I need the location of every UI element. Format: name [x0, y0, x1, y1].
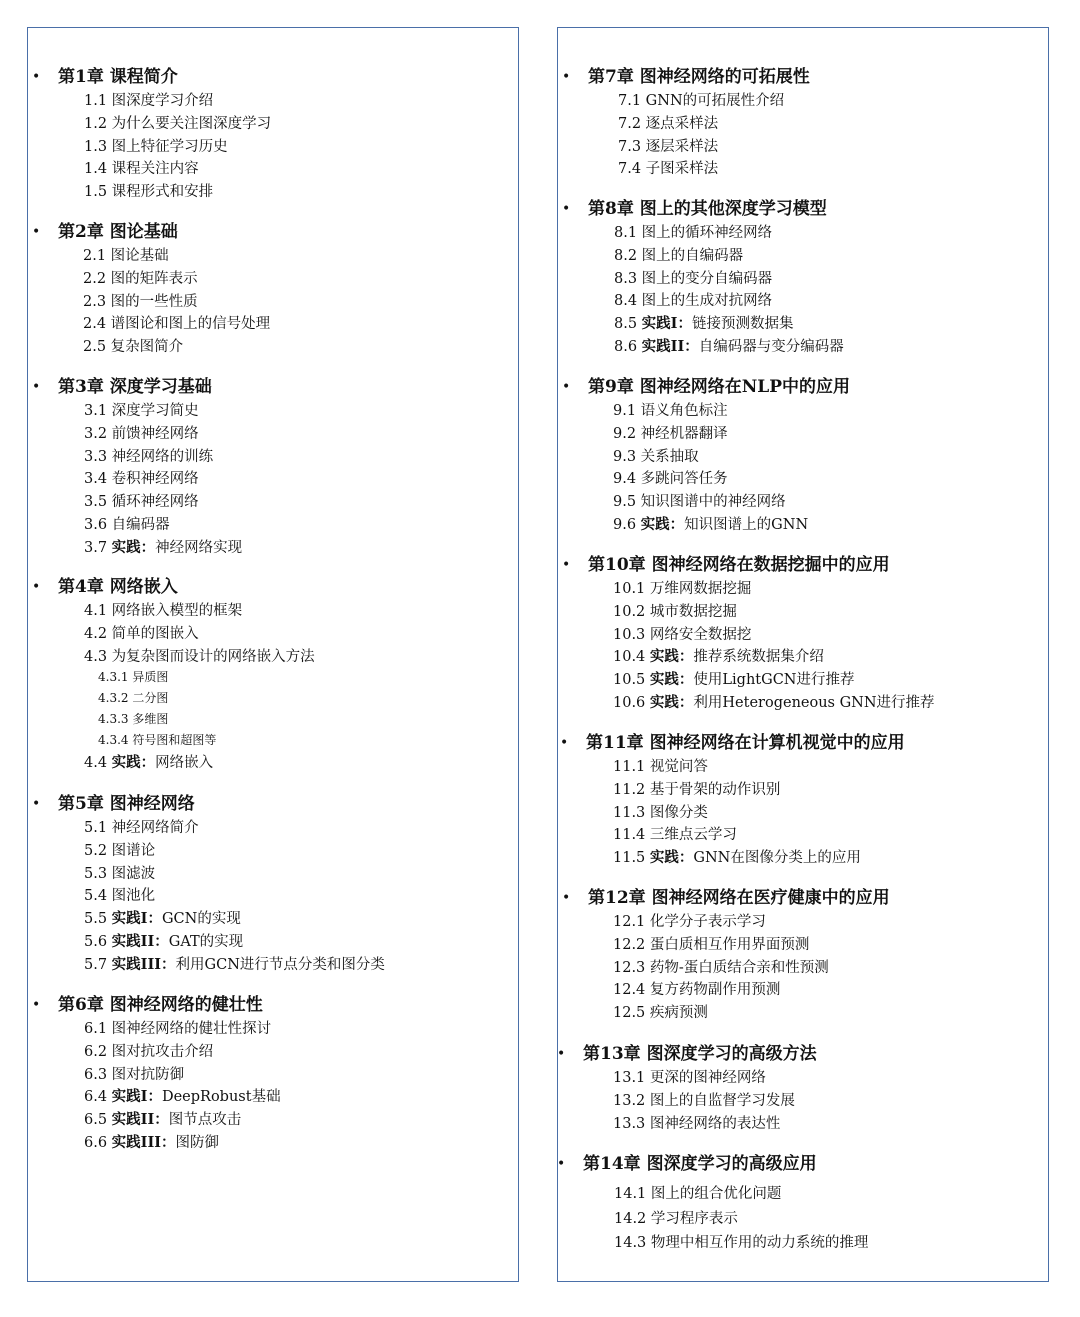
section-number: 8.2 — [614, 247, 642, 264]
toc-item-6-4 — [84, 1087, 281, 1107]
section-title: 谱图论和图上的信号处理 — [110, 316, 271, 333]
toc-item-7-2 — [618, 114, 718, 134]
section-number: 11.1 — [613, 759, 650, 775]
section-title: 图上的自编码器 — [641, 247, 744, 264]
section-number: 4.3.4 — [98, 732, 133, 747]
section-title: 万维网数据挖掘 — [649, 581, 752, 597]
section-title: GNN的可拓展性介绍 — [645, 93, 785, 109]
bullet-icon: • — [32, 796, 41, 812]
section-number: 3.4 — [84, 471, 112, 488]
toc-item-9-1 — [613, 401, 728, 421]
bullet-icon: • — [32, 69, 41, 85]
section-title: 卷积神经网络 — [111, 471, 199, 488]
practice-label: 实践III： — [111, 1134, 176, 1151]
section-number: 8.5 — [614, 316, 642, 333]
toc-item-2-5 — [83, 337, 183, 357]
section-title: 图神经网络的健壮性探讨 — [111, 1021, 272, 1037]
section-title: 为复杂图而设计的网络嵌入方法 — [111, 648, 315, 665]
section-number: 1.2 — [84, 115, 112, 132]
chapter-title — [32, 576, 178, 598]
toc-item-11-1 — [613, 757, 708, 777]
toc-item-7-4 — [618, 159, 718, 179]
section-number: 10.3 — [613, 626, 650, 643]
toc-item-3-2 — [84, 424, 199, 444]
section-title: 疾病预测 — [649, 1005, 708, 1022]
section-number: 12.3 — [613, 959, 650, 976]
bullet-icon: • — [557, 1046, 566, 1062]
toc-item-3-1 — [84, 401, 199, 421]
chapter-title-text: 第9章 图神经网络在NLP中的应用 — [588, 377, 851, 397]
toc-item-10-1 — [613, 579, 751, 599]
practice-label: 实践II： — [111, 1111, 169, 1129]
section-number: 11.3 — [613, 804, 650, 821]
chapter-title — [562, 887, 890, 909]
section-title: 图对抗防御 — [111, 1066, 185, 1083]
section-title: 神经网络的训练 — [111, 448, 214, 465]
toc-item-12-2 — [613, 935, 809, 955]
section-title: 图上的组合优化问题 — [650, 1186, 782, 1202]
practice-label: 实践： — [649, 694, 694, 711]
toc-item-3-6 — [84, 515, 170, 535]
toc-item-7-3 — [618, 137, 718, 157]
section-title: 图滤波 — [111, 865, 156, 882]
section-number: 7.2 — [618, 115, 646, 132]
section-number: 12.4 — [613, 982, 650, 999]
section-title: 神经机器翻译 — [640, 425, 728, 442]
chapter-title-text: 第4章 网络嵌入 — [58, 577, 178, 597]
section-number: 12.1 — [613, 914, 650, 930]
section-number: 6.3 — [84, 1066, 112, 1083]
section-number: 11.5 — [613, 850, 650, 867]
left-toc-panel — [27, 27, 519, 1282]
section-number: 6.1 — [84, 1021, 112, 1037]
section-number: 9.3 — [613, 448, 641, 465]
practice-label: 实践I： — [111, 910, 162, 928]
section-number: 3.3 — [84, 448, 112, 465]
toc-item-4-3 — [84, 647, 315, 667]
practice-label: 实践： — [111, 538, 156, 556]
section-number: 14.2 — [614, 1210, 651, 1227]
section-title: 符号图和超图等 — [132, 732, 217, 747]
toc-item-9-4 — [613, 469, 728, 489]
section-title: 基于骨架的动作识别 — [649, 781, 781, 798]
section-title: 自编码器与变分编码器 — [698, 339, 844, 355]
section-title: 视觉问答 — [649, 759, 708, 775]
section-number: 10.6 — [613, 695, 650, 711]
toc-item-5-7 — [84, 955, 385, 975]
bullet-icon: • — [560, 735, 569, 751]
section-number: 5.5 — [84, 911, 112, 928]
toc-item-6-6 — [84, 1133, 219, 1153]
section-number: 3.1 — [84, 403, 112, 419]
section-title: 网络嵌入模型的框架 — [111, 603, 243, 619]
toc-item-6-2 — [84, 1042, 213, 1062]
section-title: DeepRobust基础 — [161, 1089, 281, 1106]
section-number: 14.3 — [614, 1235, 651, 1251]
section-title: 图上的自监督学习发展 — [649, 1092, 795, 1109]
chapter-title — [32, 994, 263, 1016]
bullet-icon: • — [557, 1156, 566, 1172]
section-number: 11.2 — [613, 781, 650, 798]
toc-item-4-2 — [84, 624, 199, 644]
section-number: 13.1 — [613, 1070, 650, 1086]
toc-item-7-1 — [618, 91, 784, 111]
section-number: 1.4 — [84, 161, 112, 178]
section-title: 逐层采样法 — [645, 138, 719, 155]
toc-item-8-3 — [614, 269, 772, 289]
section-title: 图对抗攻击介绍 — [111, 1043, 214, 1060]
section-title: 简单的图嵌入 — [111, 625, 199, 642]
toc-item-11-5 — [613, 848, 861, 868]
chapter-title-text: 第6章 图神经网络的健壮性 — [58, 995, 263, 1015]
section-title: 推荐系统数据集介绍 — [693, 649, 824, 666]
section-number: 1.3 — [84, 138, 112, 155]
right-toc-panel — [557, 27, 1049, 1282]
section-title: 图上的循环神经网络 — [641, 225, 773, 241]
bullet-icon: • — [32, 579, 41, 595]
section-title: GAT的实现 — [168, 934, 244, 950]
toc-item-4-3-1 — [98, 669, 168, 685]
section-title: 图像分类 — [649, 804, 708, 821]
practice-label: 实践： — [649, 648, 694, 666]
toc-item-14-3 — [614, 1233, 868, 1253]
bullet-icon: • — [32, 379, 41, 395]
chapter-title-text: 第5章 图神经网络 — [58, 794, 195, 814]
section-title: 多维图 — [132, 712, 169, 726]
section-number: 10.5 — [613, 672, 650, 689]
toc-item-4-3-4 — [98, 732, 216, 748]
toc-item-8-6 — [614, 337, 844, 357]
toc-item-6-1 — [84, 1019, 271, 1039]
toc-item-9-5 — [613, 492, 786, 512]
section-number: 2.3 — [83, 293, 111, 310]
section-number: 9.2 — [613, 425, 641, 442]
toc-item-11-4 — [613, 825, 737, 845]
practice-label: 实践： — [111, 753, 156, 771]
bullet-icon: • — [562, 201, 571, 217]
toc-item-8-2 — [614, 246, 743, 266]
toc-item-9-2 — [613, 424, 728, 444]
toc-item-5-1 — [84, 818, 199, 838]
chapter-title-text: 第13章 图深度学习的高级方法 — [583, 1044, 817, 1064]
section-title: 子图采样法 — [645, 161, 719, 178]
section-title: 课程关注内容 — [111, 161, 199, 178]
toc-item-5-6 — [84, 932, 243, 952]
practice-label: 实践I： — [111, 1088, 162, 1106]
chapter-title — [562, 198, 827, 220]
practice-label: 实践II： — [641, 338, 699, 355]
chapter-title-text: 第11章 图神经网络在计算机视觉中的应用 — [586, 733, 905, 753]
section-number: 10.4 — [613, 649, 650, 666]
section-title: 复杂图简介 — [110, 339, 184, 356]
section-number: 11.4 — [613, 827, 650, 844]
section-number: 8.6 — [614, 339, 642, 355]
chapter-title-text: 第12章 图神经网络在医疗健康中的应用 — [588, 888, 890, 908]
section-title: 利用Heterogeneous GNN进行推荐 — [693, 695, 935, 711]
section-number: 10.1 — [613, 581, 650, 597]
section-title: 知识图谱上的GNN — [684, 517, 809, 533]
section-title: 语义角色标注 — [640, 403, 728, 419]
toc-item-12-5 — [613, 1003, 708, 1023]
section-title: 图防御 — [175, 1135, 220, 1151]
section-title: 化学分子表示学习 — [649, 914, 766, 930]
toc-item-13-1 — [613, 1068, 766, 1088]
bullet-icon: • — [562, 557, 571, 573]
toc-item-4-1 — [84, 601, 242, 621]
toc-item-3-4 — [84, 469, 199, 489]
toc-item-6-5 — [84, 1110, 241, 1130]
practice-label: 实践II： — [111, 933, 169, 950]
section-title: 图论基础 — [110, 248, 169, 264]
section-number: 5.2 — [84, 842, 112, 859]
toc-item-8-5 — [614, 314, 793, 334]
section-number: 6.4 — [84, 1089, 112, 1106]
bullet-icon: • — [32, 997, 41, 1013]
section-title: 图神经网络的表达性 — [649, 1115, 781, 1132]
section-number: 8.3 — [614, 270, 642, 287]
toc-item-13-2 — [613, 1091, 795, 1111]
section-number: 5.4 — [84, 888, 112, 905]
section-number: 3.7 — [84, 539, 112, 556]
chapter-title — [562, 66, 810, 88]
toc-item-12-1 — [613, 912, 766, 932]
chapter-title — [32, 66, 178, 88]
section-number: 5.3 — [84, 865, 112, 882]
section-number: 12.2 — [613, 936, 650, 953]
section-number: 7.1 — [618, 93, 646, 109]
chapter-title-text: 第10章 图神经网络在数据挖掘中的应用 — [588, 555, 890, 575]
section-number: 2.1 — [83, 248, 111, 264]
section-number: 2.2 — [83, 270, 111, 287]
section-title: 链接预测数据集 — [691, 316, 794, 333]
bullet-icon: • — [562, 379, 571, 395]
toc-item-2-2 — [83, 269, 198, 289]
toc-item-14-1 — [614, 1184, 781, 1204]
section-number: 9.4 — [613, 471, 641, 488]
section-number: 14.1 — [614, 1186, 651, 1202]
section-number: 2.5 — [83, 339, 111, 356]
toc-item-4-4 — [84, 753, 213, 773]
section-title: 三维点云学习 — [649, 827, 737, 844]
section-title: 图的矩阵表示 — [110, 270, 198, 287]
section-number: 5.6 — [84, 934, 112, 950]
section-title: 复方药物副作用预测 — [649, 982, 781, 999]
section-number: 12.5 — [613, 1005, 650, 1022]
section-number: 10.2 — [613, 603, 650, 620]
section-title: 多跳问答任务 — [640, 471, 728, 488]
section-number: 4.2 — [84, 625, 112, 642]
toc-item-10-2 — [613, 602, 737, 622]
section-number: 6.5 — [84, 1112, 112, 1129]
toc-item-5-4 — [84, 886, 155, 906]
section-title: 利用GCN进行节点分类和图分类 — [175, 956, 385, 973]
section-number: 8.4 — [614, 293, 642, 310]
toc-item-1-4 — [84, 159, 199, 179]
toc-item-1-2 — [84, 114, 271, 134]
toc-item-2-3 — [83, 292, 198, 312]
section-number: 4.1 — [84, 603, 112, 619]
section-number: 5.7 — [84, 956, 112, 973]
toc-item-3-5 — [84, 492, 199, 512]
toc-item-5-5 — [84, 909, 241, 929]
practice-label: 实践I： — [641, 315, 692, 333]
toc-item-3-7 — [84, 538, 242, 558]
chapter-title — [557, 1043, 817, 1065]
section-title: 关系抽取 — [640, 448, 699, 465]
section-number: 3.2 — [84, 425, 112, 442]
practice-label: 实践： — [649, 671, 694, 689]
chapter-title-text: 第7章 图神经网络的可拓展性 — [588, 67, 810, 87]
section-number: 13.2 — [613, 1092, 650, 1109]
section-title: 药物-蛋白质结合亲和性预测 — [649, 959, 829, 976]
section-number: 5.1 — [84, 820, 112, 836]
toc-item-4-3-2 — [98, 690, 168, 706]
toc-item-10-3 — [613, 625, 751, 645]
section-title: 更深的图神经网络 — [649, 1070, 766, 1086]
chapter-title — [562, 376, 851, 398]
section-title: 网络嵌入 — [155, 754, 214, 771]
section-title: 城市数据挖掘 — [649, 603, 737, 620]
toc-item-11-3 — [613, 803, 708, 823]
section-number: 6.6 — [84, 1135, 112, 1151]
section-title: 前馈神经网络 — [111, 425, 199, 442]
section-number: 2.4 — [83, 316, 111, 333]
toc-item-1-1 — [84, 91, 213, 111]
section-title: 图深度学习介绍 — [111, 93, 214, 109]
section-number: 9.6 — [613, 517, 641, 533]
toc-item-2-4 — [83, 314, 270, 334]
section-number: 6.2 — [84, 1043, 112, 1060]
chapter-title — [32, 221, 178, 243]
toc-item-11-2 — [613, 780, 780, 800]
toc-item-14-2 — [614, 1209, 738, 1229]
practice-label: 实践III： — [111, 955, 176, 973]
toc-item-10-5 — [613, 670, 855, 690]
toc-item-10-4 — [613, 647, 824, 667]
section-number: 8.1 — [614, 225, 642, 241]
section-title: 图上的变分自编码器 — [641, 270, 773, 287]
toc-item-9-6 — [613, 515, 808, 535]
practice-label: 实践： — [640, 516, 685, 533]
chapter-title-text: 第2章 图论基础 — [58, 222, 178, 242]
toc-item-5-3 — [84, 864, 155, 884]
section-title: 自编码器 — [111, 517, 170, 533]
section-title: 为什么要关注图深度学习 — [111, 115, 272, 132]
chapter-title — [560, 732, 905, 754]
section-title: 学习程序表示 — [650, 1210, 738, 1227]
toc-item-13-3 — [613, 1114, 780, 1134]
section-title: 使用LightGCN进行推荐 — [693, 672, 855, 689]
section-title: GNN在图像分类上的应用 — [693, 850, 861, 867]
section-title: 逐点采样法 — [645, 115, 719, 132]
section-number: 4.3 — [84, 648, 112, 665]
section-number: 4.4 — [84, 754, 112, 771]
section-title: 物理中相互作用的动力系统的推理 — [650, 1235, 869, 1251]
chapter-title-text: 第1章 课程简介 — [58, 67, 178, 87]
toc-item-3-3 — [84, 447, 213, 467]
section-number: 1.1 — [84, 93, 112, 109]
section-number: 9.1 — [613, 403, 641, 419]
chapter-title-text: 第8章 图上的其他深度学习模型 — [588, 199, 827, 219]
toc-item-1-5 — [84, 182, 213, 202]
section-title: 蛋白质相互作用界面预测 — [649, 936, 810, 953]
chapter-title-text: 第14章 图深度学习的高级应用 — [583, 1154, 817, 1174]
section-title: 图的一些性质 — [110, 293, 198, 310]
chapter-title — [32, 376, 212, 398]
section-title: 神经网络实现 — [155, 539, 243, 556]
section-number: 9.5 — [613, 494, 641, 511]
chapter-title-text: 第3章 深度学习基础 — [58, 377, 212, 397]
section-number: 4.3.2 — [98, 691, 133, 706]
toc-item-2-1 — [83, 246, 169, 266]
bullet-icon: • — [562, 890, 571, 906]
section-title: GCN的实现 — [161, 911, 241, 928]
bullet-icon: • — [32, 224, 41, 240]
section-title: 神经网络简介 — [111, 820, 199, 836]
section-number: 13.3 — [613, 1115, 650, 1132]
toc-item-10-6 — [613, 693, 935, 713]
toc-item-8-1 — [614, 223, 772, 243]
toc-item-12-4 — [613, 980, 780, 1000]
bullet-icon: • — [562, 69, 571, 85]
toc-item-4-3-3 — [98, 711, 168, 727]
toc-item-9-3 — [613, 447, 699, 467]
section-title: 图池化 — [111, 888, 156, 905]
section-title: 图上的生成对抗网络 — [641, 293, 773, 310]
practice-label: 实践： — [649, 849, 694, 867]
section-title: 课程形式和安排 — [111, 184, 214, 201]
chapter-title — [562, 554, 890, 576]
section-number: 3.6 — [84, 517, 112, 533]
chapter-title — [32, 793, 195, 815]
section-title: 循环神经网络 — [111, 494, 199, 511]
section-title: 图节点攻击 — [168, 1112, 242, 1129]
toc-item-6-3 — [84, 1065, 184, 1085]
toc-item-1-3 — [84, 137, 228, 157]
toc-item-5-2 — [84, 841, 155, 861]
section-number: 7.3 — [618, 138, 646, 155]
section-number: 1.5 — [84, 184, 112, 201]
section-title: 图谱论 — [111, 842, 156, 859]
section-title: 异质图 — [132, 670, 169, 685]
chapter-title — [557, 1153, 817, 1175]
section-number: 4.3.3 — [98, 712, 133, 726]
section-title: 网络安全数据挖 — [649, 626, 752, 643]
section-number: 3.5 — [84, 494, 112, 511]
toc-item-8-4 — [614, 291, 772, 311]
section-number: 4.3.1 — [98, 670, 133, 685]
section-title: 图上特征学习历史 — [111, 138, 228, 155]
section-title: 深度学习简史 — [111, 403, 199, 419]
toc-item-12-3 — [613, 958, 829, 978]
section-number: 7.4 — [618, 161, 646, 178]
section-title: 二分图 — [132, 691, 169, 706]
section-title: 知识图谱中的神经网络 — [640, 494, 786, 511]
